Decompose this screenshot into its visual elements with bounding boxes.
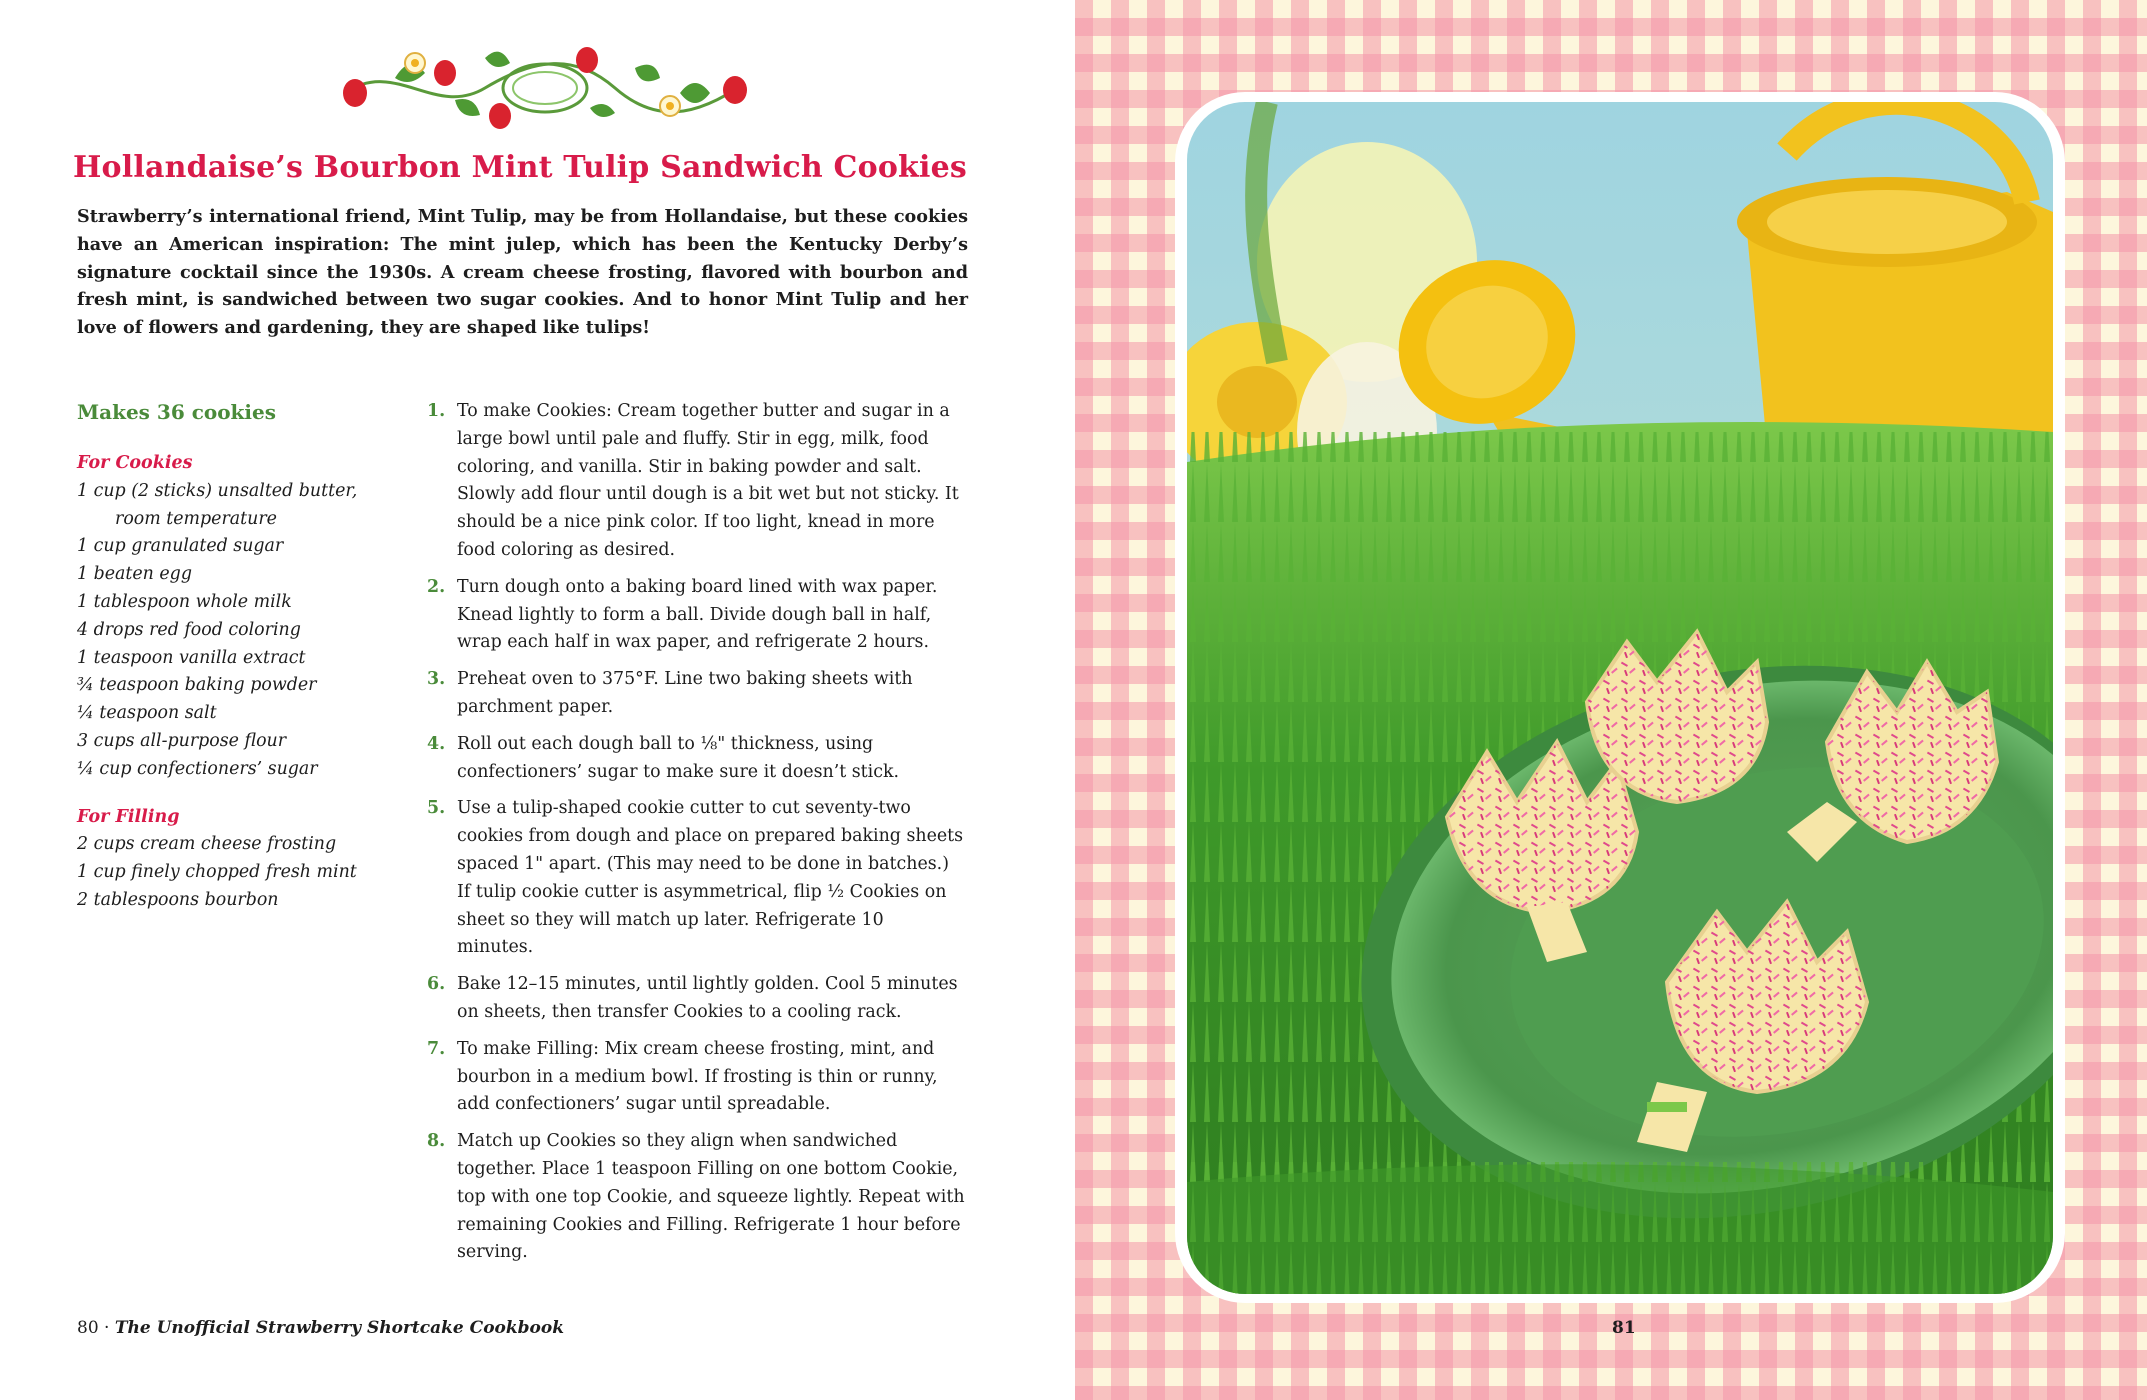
recipe-title: Hollandaise’s Bourbon Mint Tulip Sandwich Cookies [73, 150, 967, 185]
step-number: 2. [427, 576, 446, 597]
ingredient-item: 1 cup finely chopped fresh mint [77, 862, 357, 883]
ingredient-item: 1 tablespoon whole milk [77, 591, 292, 612]
step-text: Bake 12–15 minutes, until lightly golden. Cool 5 minutes on sheets, then transfer Cookies to a cooling rack. [457, 974, 958, 1022]
instruction-steps [425, 398, 965, 1276]
book-title: The Unofficial Strawberry Shortcake Cookbook [114, 1318, 564, 1338]
step-number: 3. [427, 669, 446, 690]
step-item [425, 574, 965, 657]
cookie-photo [1187, 102, 2053, 1294]
step-text: Match up Cookies so they align when sandwiched together. Place 1 teaspoon Filling on one bottom Cookie, top with one top Cookie, and squeeze lightly. Repeat with remaining Cookies and Filling. Refrigerate 1 hour before serving. [457, 1131, 965, 1263]
step-item [425, 1036, 965, 1119]
ingredients-block [77, 450, 407, 915]
strawberry-vine-ornament [335, 38, 755, 133]
ingredient-item: 1 cup granulated sugar [77, 536, 284, 557]
step-number: 1. [427, 401, 446, 421]
step-number: 5. [427, 798, 446, 819]
ingredient-item: 1 beaten egg [77, 564, 192, 585]
ingredient-item: ¾ teaspoon baking powder [77, 675, 317, 696]
ingredient-item: 2 cups cream cheese frosting [77, 834, 337, 855]
step-text: Preheat oven to 375°F. Line two baking sheets with parchment paper. [457, 669, 913, 717]
step-item [425, 731, 965, 787]
step-item [425, 971, 965, 1027]
ingredient-item: 2 tablespoons bourbon [77, 889, 279, 910]
step-number: 6. [427, 974, 446, 995]
step-item [425, 1128, 965, 1267]
cookies-ingredient-list [77, 478, 407, 784]
step-item [425, 666, 965, 722]
ingredient-item: 1 teaspoon vanilla extract [77, 647, 306, 668]
ingredient-item: room temperature [115, 508, 277, 529]
ingredient-item: 4 drops red food coloring [77, 619, 301, 640]
step-text: Roll out each dough ball to ⅛" thickness, using confectioners’ sugar to make sure it doesn’t stick. [457, 733, 900, 782]
step-number: 4. [427, 733, 446, 754]
left-page-number: 80 [77, 1318, 99, 1338]
filling-ingredient-list [77, 831, 407, 914]
step-number: 7. [427, 1038, 446, 1059]
step-text: To make Filling: Mix cream cheese frosting, mint, and bourbon in a medium bowl. If frosting is thin or runny, add confectioners’ sugar until spreadable. [457, 1038, 938, 1115]
left-page-footer [77, 1318, 564, 1338]
filling-heading: For Filling [77, 806, 180, 827]
right-page-number: 81 [1612, 1318, 1636, 1338]
step-text: Use a tulip-shaped cookie cutter to cut seventy-two cookies from dough and place on prepared baking sheets spaced 1" apart. (This may need to be done in batches.) If tulip cookie cutter is asymmetrical, flip ½ Cookies on sheet so they will match up later. Refrigerate 10 minutes. [457, 798, 964, 958]
cookies-heading: For Cookies [77, 453, 193, 473]
ingredient-item: 1 cup (2 sticks) unsalted butter, [77, 480, 358, 501]
ingredient-item: ¼ cup confectioners’ sugar [77, 758, 318, 779]
step-text: Turn dough onto a baking board lined with wax paper. Knead lightly to form a ball. Divide dough ball in half, wrap each half in wax paper, and refrigerate 2 hours. [457, 576, 938, 653]
footer-separator: · [104, 1318, 110, 1338]
step-number: 8. [427, 1131, 446, 1152]
step-item [425, 398, 965, 565]
recipe-yield: Makes 36 cookies [77, 400, 276, 424]
cookie-photo-illustration [1187, 102, 2053, 1294]
ingredient-item: 3 cups all-purpose flour [77, 730, 287, 751]
ingredient-item: ¼ teaspoon salt [77, 703, 217, 724]
step-item [425, 795, 965, 962]
step-text: To make Cookies: Cream together butter and sugar in a large bowl until pale and fluffy. Stir in egg, milk, food coloring, and vanilla. Stir in baking powder and salt. Slowly add flour until dough is a bit wet but not sticky. It should be a nice pink color. If too light, knead in more food coloring as desired. [457, 401, 959, 560]
recipe-intro: Strawberry’s international friend, Mint Tulip, may be from Hollandaise, but these cookies have an American inspiration: The mint julep, which has been the Kentucky Derby’s signature cocktail since the 1930s. A cream cheese frosting, flavored with bourbon and fresh mint, is sandwiched between two sugar cookies. And to honor Mint Tulip and her love of flowers and gardening, they are shaped like tulips! [77, 206, 968, 339]
